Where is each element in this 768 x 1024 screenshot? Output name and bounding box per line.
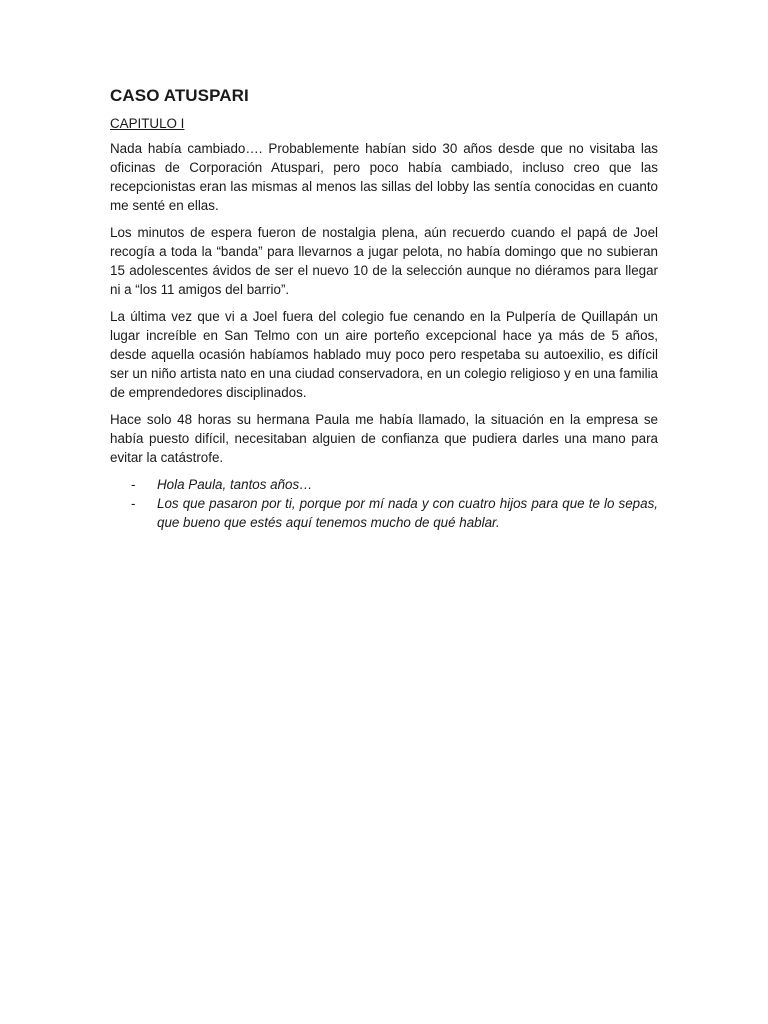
dialogue-line-2 bbox=[110, 494, 658, 532]
dialogue-dash: - bbox=[131, 477, 136, 492]
dialogue-line-1 bbox=[110, 475, 658, 494]
dialogue-list bbox=[110, 475, 658, 532]
chapter-heading: CAPITULO I bbox=[110, 116, 185, 131]
dialogue-dash: - bbox=[131, 496, 136, 511]
document-title: CASO ATUSPARI bbox=[110, 86, 249, 105]
paragraph-1: Nada había cambiado…. Probablemente habían sido 30 años desde que no visitaba las oficinas de Corporación Atuspari, pero poco había cambiado, incluso creo que las recepcionistas eran las mismas al menos las sillas del lobby las sentía conocidas en cuanto me senté en ellas. bbox=[110, 141, 658, 213]
paragraph-4: Hace solo 48 horas su hermana Paula me había llamado, la situación en la empresa se había puesto difícil, necesitaban alguien de confianza que pudiera darles una mano para evitar la catástrofe. bbox=[110, 412, 658, 465]
paragraph-3: La última vez que vi a Joel fuera del colegio fue cenando en la Pulpería de Quillapán un lugar increíble en San Telmo con un aire porteño excepcional hace ya más de 5 años, desde aquella ocasión habíamos hablado muy poco pero respetaba su autoexilio, es difícil ser un niño artista nato en una ciudad conservadora, en un colegio religioso y en una familia de emprendedores disciplinados. bbox=[110, 309, 658, 400]
dialogue-text: Los que pasaron por ti, porque por mí nada y con cuatro hijos para que te lo sepas, que bueno que estés aquí tenemos mucho de qué hablar. bbox=[157, 496, 658, 530]
paragraph-2: Los minutos de espera fueron de nostalgia plena, aún recuerdo cuando el papá de Joel recogía a toda la “banda” para llevarnos a jugar pelota, no había domingo que no subieran 15 adolescentes ávidos de ser el nuevo 10 de la selección aunque no diéramos para llegar ni a “los 11 amigos del barrio”. bbox=[110, 225, 658, 297]
dialogue-text: Hola Paula, tantos años… bbox=[157, 477, 313, 492]
